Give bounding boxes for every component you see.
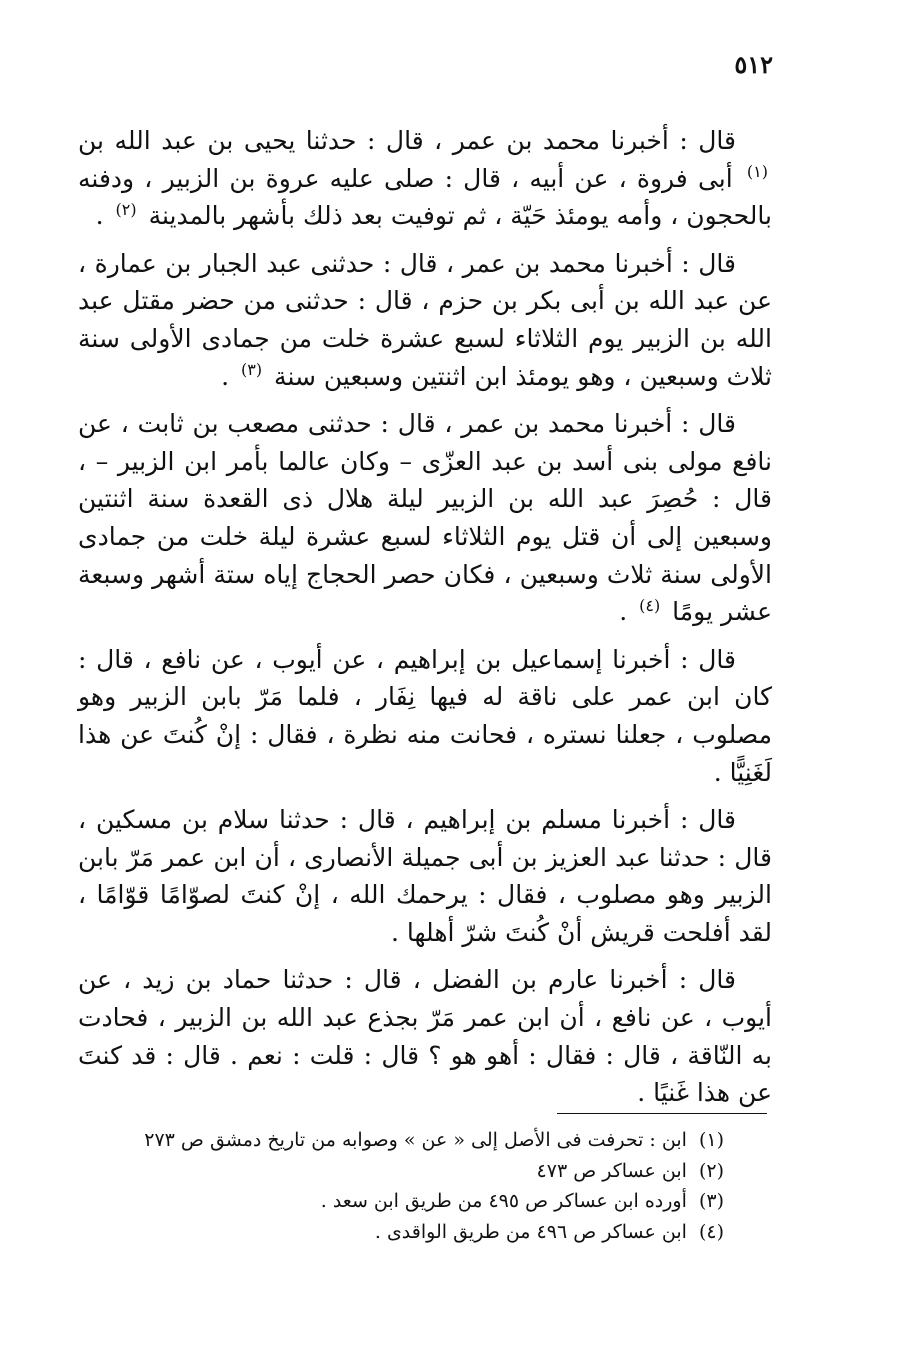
- footnote-4: [120, 1217, 724, 1248]
- paragraph-2: [78, 245, 772, 395]
- footnote-text: ابن : تحرفت فى الأصل إلى « عن » وصوابه من تاريخ دمشق ص ٢٧٣: [144, 1129, 687, 1151]
- paragraph-text: قال : أخبرنا عارم بن الفضل ، قال : حدثنا حماد بن زيد ، عن أيوب ، عن نافع ، أن ابن عمر مَرّ بجذع عبد الله بن الزبير ، فحادت به النّاقة ، قال : فقال : أهو هو ؟ قال : قلت : نعم . قال : قد كنتَ عن هذا غَنيًا .: [78, 965, 772, 1108]
- paragraph-text: قال : أخبرنا محمد بن عمر ، قال : حدثنا يحيى بن عبد الله بن: [78, 126, 736, 155]
- paragraph-text: أبى فروة ، عن أبيه ، قال : صلى عليه عروة بن الزبير ، ودفنه بالحجون ، وأمه يومئذ حَيّة ، ثم توفيت بعد ذلك بأشهر بالمدينة: [78, 163, 772, 231]
- paragraph-6: [78, 961, 772, 1111]
- footnote-1: [120, 1125, 724, 1156]
- footnote-number: (٤): [698, 1220, 724, 1243]
- paragraph-text: قال : أخبرنا محمد بن عمر ، قال : حدثنى مصعب بن ثابت ، عن نافع مولى بنى أسد بن عبد العزّى – وكان عالما بأمر ابن الزبير – ، قال : حُصِرَ عبد الله بن الزبير ليلة هلال ذى القعدة سنة اثنتين وسبعين إلى أن قتل يوم الثلاثاء لسبع عشرة ليلة خلت من جمادى الأولى سنة ثلاث وسبعين ، فكان حصر الحجاج إياه ستة أشهر وسبعة عشر يومًا: [78, 409, 772, 627]
- paragraph-text: .: [95, 201, 104, 231]
- footnote-reference: (٤): [639, 595, 661, 615]
- footnotes: [120, 1125, 724, 1247]
- main-text: [78, 122, 772, 1122]
- footnote-number: (٢): [698, 1159, 724, 1182]
- footnote-number: (١): [698, 1129, 724, 1151]
- paragraph-5: [78, 801, 772, 951]
- footnote-reference: (٣): [241, 360, 263, 380]
- paragraph-3: [78, 405, 772, 631]
- footnote-reference: (٢): [115, 199, 137, 219]
- footnote-text: أورده ابن عساكر ص ٤٩٥ من طريق ابن سعد .: [320, 1190, 687, 1212]
- footnote-divider: [557, 1113, 767, 1114]
- paragraph-4: [78, 641, 772, 791]
- paragraph-text: قال : أخبرنا إسماعيل بن إبراهيم ، عن أيوب ، عن نافع ، قال : كان ابن عمر على ناقة له فيها نِفَار ، فلما مَرّ بابن الزبير وهو مصلوب ، جعلنا نستره ، فحانت منه نظرة ، فقال : إنْ كُنتَ عن هذا لَغَنِيًّا .: [78, 644, 772, 787]
- footnote-text: ابن عساكر ص ٤٩٦ من طريق الواقدى .: [374, 1220, 687, 1243]
- footnote-3: [120, 1186, 724, 1217]
- footnote-2: [120, 1156, 724, 1187]
- paragraph-text: قال : أخبرنا مسلم بن إبراهيم ، قال : حدثنا سلام بن مسكين ، قال : حدثنا عبد العزيز بن أبى جميلة الأنصارى ، أن ابن عمر مَرّ بابن الزبير وهو مصلوب ، فقال : يرحمك الله ، إنْ كنتَ لصوّامًا قوّامًا ، لقد أفلحت قريش أنْ كُنتَ شرّ أهلها .: [78, 805, 772, 947]
- paragraph-text: .: [619, 597, 628, 627]
- footnote-number: (٣): [698, 1190, 724, 1212]
- footnote-reference: (١): [746, 162, 768, 182]
- paragraph-text: .: [221, 361, 230, 391]
- paragraph-text: قال : أخبرنا محمد بن عمر ، قال : حدثنى عبد الجبار بن عمارة ، عن عبد الله بن أبى بكر بن حزم ، قال : حدثنى من حضر مقتل عبد الله بن الزبير يوم الثلاثاء لسبع عشرة خلت من جمادى الأولى سنة ثلاث وسبعين ، وهو يومئذ ابن اثنتين وسبعين سنة: [78, 248, 772, 391]
- paragraph-1: [78, 122, 772, 235]
- footnote-text: ابن عساكر ص ٤٧٣: [536, 1159, 687, 1182]
- page-number: ٥١٢: [734, 50, 773, 79]
